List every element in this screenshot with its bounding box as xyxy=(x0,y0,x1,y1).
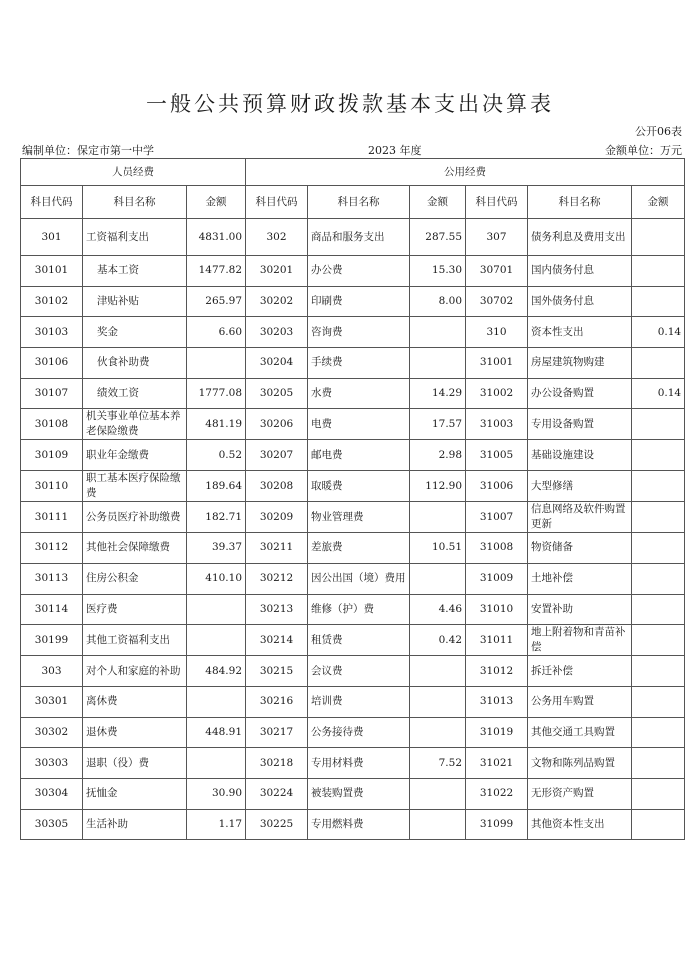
amount-cell xyxy=(632,471,685,502)
table-row xyxy=(21,533,685,564)
table-row xyxy=(21,809,685,840)
code-cell: 30218 xyxy=(246,748,308,779)
col-amount-header: 金额 xyxy=(410,186,466,219)
amount-cell xyxy=(187,348,246,379)
code-cell: 30212 xyxy=(246,563,308,594)
name-cell: 住房公积金 xyxy=(83,563,187,594)
amount-cell: 1.17 xyxy=(187,809,246,840)
name-cell: 房屋建筑物购建 xyxy=(528,348,632,379)
code-cell: 30101 xyxy=(21,256,83,287)
amount-cell xyxy=(187,625,246,656)
amount-cell xyxy=(632,533,685,564)
name-cell: 对个人和家庭的补助 xyxy=(83,656,187,687)
amount-cell xyxy=(632,502,685,533)
table-row xyxy=(21,317,685,348)
amount-cell: 8.00 xyxy=(410,286,466,317)
code-cell: 31013 xyxy=(466,686,528,717)
code-cell: 30108 xyxy=(21,409,83,440)
name-cell: 奖金 xyxy=(83,317,187,348)
name-cell: 会议费 xyxy=(308,656,410,687)
amount-cell: 481.19 xyxy=(187,409,246,440)
name-cell: 咨询费 xyxy=(308,317,410,348)
name-cell: 工资福利支出 xyxy=(83,219,187,256)
table-row xyxy=(21,778,685,809)
code-cell: 31001 xyxy=(466,348,528,379)
name-cell: 机关事业单位基本养老保险缴费 xyxy=(83,409,187,440)
amount-cell: 4831.00 xyxy=(187,219,246,256)
amount-cell xyxy=(410,348,466,379)
table-row xyxy=(21,686,685,717)
name-cell: 办公费 xyxy=(308,256,410,287)
code-cell: 30204 xyxy=(246,348,308,379)
code-cell: 30107 xyxy=(21,378,83,409)
code-cell: 30103 xyxy=(21,317,83,348)
name-cell: 职工基本医疗保险缴费 xyxy=(83,471,187,502)
code-cell: 30208 xyxy=(246,471,308,502)
amount-cell xyxy=(632,809,685,840)
code-cell: 30203 xyxy=(246,317,308,348)
name-cell: 资本性支出 xyxy=(528,317,632,348)
code-cell: 30224 xyxy=(246,778,308,809)
amount-cell: 10.51 xyxy=(410,533,466,564)
table-row xyxy=(21,502,685,533)
name-cell: 退职（役）费 xyxy=(83,748,187,779)
code-cell: 30113 xyxy=(21,563,83,594)
table-row xyxy=(21,656,685,687)
amount-cell: 112.90 xyxy=(410,471,466,502)
name-cell: 公务员医疗补助缴费 xyxy=(83,502,187,533)
name-cell: 基础设施建设 xyxy=(528,440,632,471)
name-cell: 手续费 xyxy=(308,348,410,379)
table-code: 公开06表 xyxy=(635,125,682,138)
name-cell: 电费 xyxy=(308,409,410,440)
name-cell: 物资储备 xyxy=(528,533,632,564)
name-cell: 无形资产购置 xyxy=(528,778,632,809)
name-cell: 国外债务付息 xyxy=(528,286,632,317)
amount-cell: 14.29 xyxy=(410,378,466,409)
code-cell: 30701 xyxy=(466,256,528,287)
amount-cell xyxy=(632,563,685,594)
amount-cell xyxy=(632,656,685,687)
table-row xyxy=(21,471,685,502)
name-cell: 邮电费 xyxy=(308,440,410,471)
name-cell: 培训费 xyxy=(308,686,410,717)
table-row xyxy=(21,378,685,409)
page-title: 一般公共预算财政拨款基本支出决算表 xyxy=(146,92,554,116)
amount-cell: 2.98 xyxy=(410,440,466,471)
amount-cell: 182.71 xyxy=(187,502,246,533)
code-cell: 30213 xyxy=(246,594,308,625)
table-row xyxy=(21,594,685,625)
amount-cell: 0.14 xyxy=(632,317,685,348)
code-cell: 307 xyxy=(466,219,528,256)
code-cell: 30215 xyxy=(246,656,308,687)
amount-cell xyxy=(632,686,685,717)
amount-cell: 30.90 xyxy=(187,778,246,809)
amount-cell xyxy=(632,594,685,625)
amount-cell: 6.60 xyxy=(187,317,246,348)
amount-cell xyxy=(632,256,685,287)
amount-cell: 39.37 xyxy=(187,533,246,564)
amount-cell xyxy=(632,625,685,656)
code-cell: 30302 xyxy=(21,717,83,748)
amount-cell: 4.46 xyxy=(410,594,466,625)
table-row xyxy=(21,219,685,256)
public-group-header: 公用经费 xyxy=(246,159,685,186)
code-cell: 30207 xyxy=(246,440,308,471)
code-cell: 31021 xyxy=(466,748,528,779)
amount-cell: 7.52 xyxy=(410,748,466,779)
amount-cell xyxy=(187,686,246,717)
name-cell: 土地补偿 xyxy=(528,563,632,594)
name-cell: 地上附着物和青苗补偿 xyxy=(528,625,632,656)
code-cell: 30106 xyxy=(21,348,83,379)
amount-cell: 189.64 xyxy=(187,471,246,502)
col-amount-header: 金额 xyxy=(632,186,685,219)
name-cell: 生活补助 xyxy=(83,809,187,840)
amount-cell xyxy=(410,656,466,687)
code-cell: 31008 xyxy=(466,533,528,564)
name-cell: 绩效工资 xyxy=(83,378,187,409)
name-cell: 大型修缮 xyxy=(528,471,632,502)
name-cell: 其他工资福利支出 xyxy=(83,625,187,656)
amount-cell: 1477.82 xyxy=(187,256,246,287)
code-cell: 30201 xyxy=(246,256,308,287)
code-cell: 31010 xyxy=(466,594,528,625)
code-cell: 30199 xyxy=(21,625,83,656)
table-row xyxy=(21,748,685,779)
amount-cell: 15.30 xyxy=(410,256,466,287)
name-cell: 文物和陈列品购置 xyxy=(528,748,632,779)
code-cell: 30303 xyxy=(21,748,83,779)
name-cell: 伙食补助费 xyxy=(83,348,187,379)
amount-cell xyxy=(187,594,246,625)
table-row xyxy=(21,286,685,317)
name-cell: 物业管理费 xyxy=(308,502,410,533)
name-cell: 其他资本性支出 xyxy=(528,809,632,840)
amount-cell xyxy=(632,219,685,256)
amount-cell xyxy=(410,563,466,594)
name-cell: 因公出国（境）费用 xyxy=(308,563,410,594)
code-cell: 31022 xyxy=(466,778,528,809)
code-cell: 30217 xyxy=(246,717,308,748)
table-row xyxy=(21,440,685,471)
amount-cell: 17.57 xyxy=(410,409,466,440)
amount-cell xyxy=(410,717,466,748)
code-cell: 30112 xyxy=(21,533,83,564)
name-cell: 专用材料费 xyxy=(308,748,410,779)
name-cell: 专用燃料费 xyxy=(308,809,410,840)
name-cell: 被装购置费 xyxy=(308,778,410,809)
amount-cell: 0.42 xyxy=(410,625,466,656)
code-cell: 31003 xyxy=(466,409,528,440)
budget-table xyxy=(20,158,685,840)
code-cell: 30114 xyxy=(21,594,83,625)
table-row xyxy=(21,625,685,656)
amount-cell: 410.10 xyxy=(187,563,246,594)
col-name-header: 科目名称 xyxy=(308,186,410,219)
code-cell: 31009 xyxy=(466,563,528,594)
code-cell: 30205 xyxy=(246,378,308,409)
name-cell: 退休费 xyxy=(83,717,187,748)
report-year: 2023 年度 xyxy=(368,144,422,157)
name-cell: 办公设备购置 xyxy=(528,378,632,409)
code-cell: 303 xyxy=(21,656,83,687)
name-cell: 安置补助 xyxy=(528,594,632,625)
name-cell: 基本工资 xyxy=(83,256,187,287)
name-cell: 印刷费 xyxy=(308,286,410,317)
amount-cell xyxy=(632,409,685,440)
personnel-group-header: 人员经费 xyxy=(21,159,246,186)
col-name-header: 科目名称 xyxy=(528,186,632,219)
code-cell: 30202 xyxy=(246,286,308,317)
name-cell: 公务接待费 xyxy=(308,717,410,748)
amount-cell xyxy=(632,778,685,809)
name-cell: 抚恤金 xyxy=(83,778,187,809)
code-cell: 31012 xyxy=(466,656,528,687)
code-cell: 30211 xyxy=(246,533,308,564)
compiling-unit: 编制单位：保定市第一中学 xyxy=(22,144,154,157)
table-row xyxy=(21,256,685,287)
code-cell: 31005 xyxy=(466,440,528,471)
name-cell: 租赁费 xyxy=(308,625,410,656)
code-cell: 30702 xyxy=(466,286,528,317)
name-cell: 医疗费 xyxy=(83,594,187,625)
amount-cell: 1777.08 xyxy=(187,378,246,409)
code-cell: 30304 xyxy=(21,778,83,809)
code-cell: 310 xyxy=(466,317,528,348)
name-cell: 维修（护）费 xyxy=(308,594,410,625)
code-cell: 30102 xyxy=(21,286,83,317)
amount-cell xyxy=(632,748,685,779)
code-cell: 302 xyxy=(246,219,308,256)
col-code-header: 科目代码 xyxy=(21,186,83,219)
amount-cell xyxy=(410,317,466,348)
name-cell: 信息网络及软件购置更新 xyxy=(528,502,632,533)
amount-unit: 金额单位：万元 xyxy=(605,144,682,157)
amount-cell xyxy=(187,748,246,779)
code-cell: 301 xyxy=(21,219,83,256)
amount-cell: 484.92 xyxy=(187,656,246,687)
name-cell: 专用设备购置 xyxy=(528,409,632,440)
code-cell: 30225 xyxy=(246,809,308,840)
name-cell: 公务用车购置 xyxy=(528,686,632,717)
amount-cell xyxy=(632,286,685,317)
table-row xyxy=(21,409,685,440)
name-cell: 离休费 xyxy=(83,686,187,717)
code-cell: 30305 xyxy=(21,809,83,840)
amount-cell xyxy=(632,440,685,471)
col-amount-header: 金额 xyxy=(187,186,246,219)
code-cell: 30209 xyxy=(246,502,308,533)
amount-cell: 0.52 xyxy=(187,440,246,471)
code-cell: 30214 xyxy=(246,625,308,656)
amount-cell: 287.55 xyxy=(410,219,466,256)
amount-cell xyxy=(410,778,466,809)
amount-cell xyxy=(632,717,685,748)
amount-cell: 448.91 xyxy=(187,717,246,748)
code-cell: 31006 xyxy=(466,471,528,502)
name-cell: 水费 xyxy=(308,378,410,409)
amount-cell xyxy=(632,348,685,379)
amount-cell xyxy=(410,686,466,717)
table-row xyxy=(21,717,685,748)
col-name-header: 科目名称 xyxy=(83,186,187,219)
code-cell: 31019 xyxy=(466,717,528,748)
name-cell: 债务利息及费用支出 xyxy=(528,219,632,256)
table-row xyxy=(21,563,685,594)
name-cell: 商品和服务支出 xyxy=(308,219,410,256)
amount-cell xyxy=(410,502,466,533)
amount-cell: 0.14 xyxy=(632,378,685,409)
code-cell: 30301 xyxy=(21,686,83,717)
amount-cell xyxy=(410,809,466,840)
code-cell: 31007 xyxy=(466,502,528,533)
name-cell: 津贴补贴 xyxy=(83,286,187,317)
code-cell: 30216 xyxy=(246,686,308,717)
col-code-header: 科目代码 xyxy=(246,186,308,219)
name-cell: 其他交通工具购置 xyxy=(528,717,632,748)
name-cell: 国内债务付息 xyxy=(528,256,632,287)
table-row xyxy=(21,348,685,379)
code-cell: 31099 xyxy=(466,809,528,840)
col-code-header: 科目代码 xyxy=(466,186,528,219)
name-cell: 其他社会保障缴费 xyxy=(83,533,187,564)
code-cell: 31011 xyxy=(466,625,528,656)
code-cell: 30109 xyxy=(21,440,83,471)
name-cell: 职业年金缴费 xyxy=(83,440,187,471)
code-cell: 30206 xyxy=(246,409,308,440)
code-cell: 30110 xyxy=(21,471,83,502)
name-cell: 取暖费 xyxy=(308,471,410,502)
amount-cell: 265.97 xyxy=(187,286,246,317)
name-cell: 拆迁补偿 xyxy=(528,656,632,687)
code-cell: 31002 xyxy=(466,378,528,409)
name-cell: 差旅费 xyxy=(308,533,410,564)
code-cell: 30111 xyxy=(21,502,83,533)
